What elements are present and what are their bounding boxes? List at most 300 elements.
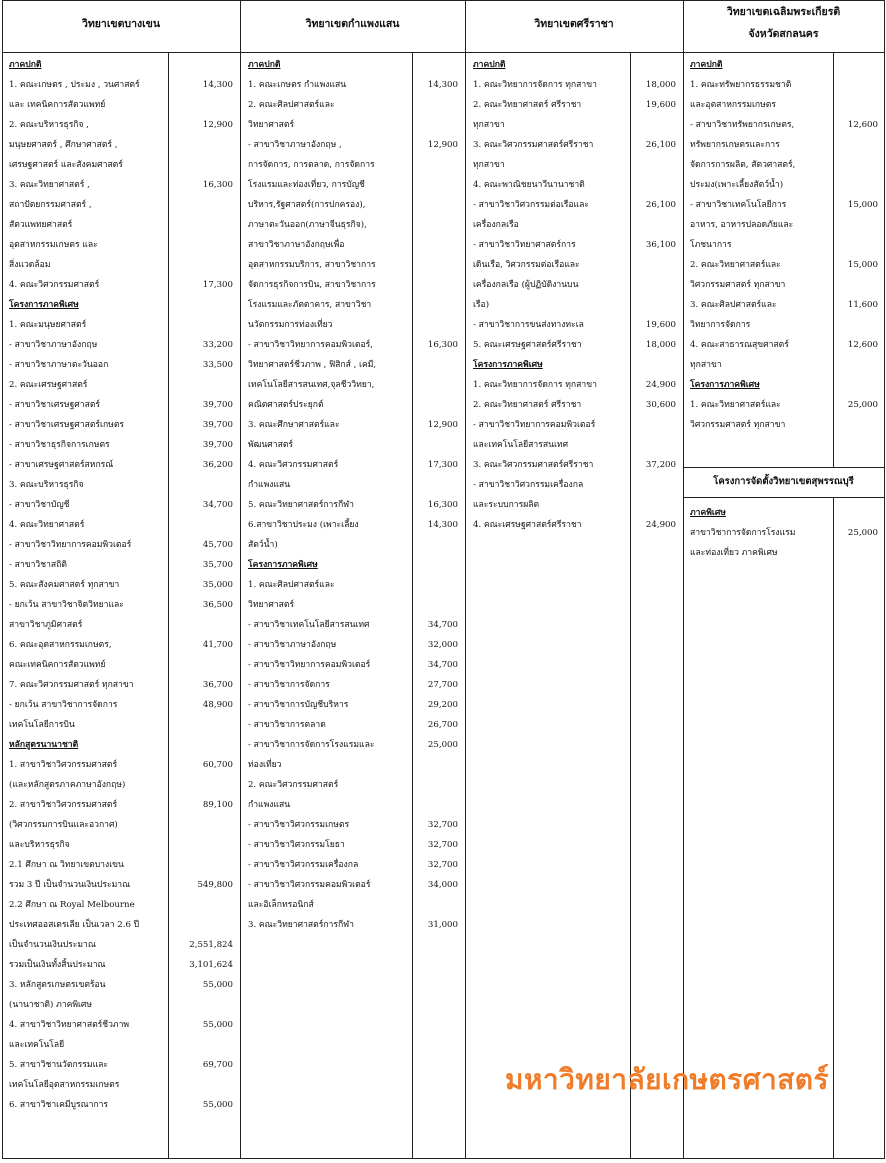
program-name: - สาขาวิชาเศรษฐศาสตร์	[9, 400, 101, 410]
fee-amount: 39,700	[202, 420, 233, 430]
program-name: วิทยาการจัดการ	[690, 320, 751, 330]
section-heading	[473, 55, 676, 75]
program-name: - สาขาเศรษฐศาสตร์สหกรณ์	[9, 460, 114, 470]
program-name: - สาขาวิชาการจัดการโรงแรมและ	[248, 740, 375, 750]
program-name: 5. คณะเศรษฐศาสตร์ศรีราชา	[473, 340, 582, 350]
fee-row	[9, 695, 233, 715]
program-name: - สาขาวิชาการขนส่งทางทะเล	[473, 320, 584, 330]
section-heading	[690, 375, 878, 395]
fee-row	[248, 655, 458, 675]
fee-row	[9, 515, 233, 535]
program-name: 7. คณะวิศวกรรมศาสตร์ ทุกสาขา	[9, 680, 134, 690]
fee-row	[690, 115, 878, 135]
column-sakonnakhon	[690, 55, 878, 435]
section-heading	[248, 55, 458, 75]
section-label: โครงการภาคพิเศษ	[690, 380, 760, 390]
fee-amount: 15,000	[847, 200, 878, 210]
section-label: ภาคพิเศษ	[690, 508, 726, 518]
program-name: (วิศวกรรมการบินและอวกาศ)	[9, 820, 118, 830]
fee-amount: 14,300	[427, 80, 458, 90]
fee-row	[248, 895, 458, 915]
fee-row	[248, 735, 458, 755]
fee-row	[473, 395, 676, 415]
program-name: - สาขาวิชาสถิติ	[9, 560, 67, 570]
section-label: โครงการภาคพิเศษ	[473, 360, 543, 370]
program-name: รวมเป็นเงินทั้งสิ้นประมาณ	[9, 960, 106, 970]
program-name: และอุตสาหกรรมเกษตร	[690, 100, 777, 110]
fee-amount: 16,300	[202, 180, 233, 190]
university-watermark: มหาวิทยาลัยเกษตรศาสตร์	[505, 1063, 830, 1096]
fee-row	[9, 795, 233, 815]
fee-row	[9, 935, 233, 955]
fee-amount: 34,700	[427, 620, 458, 630]
fee-row	[248, 595, 458, 615]
program-name: - สาขาวิชาวิทยาการคอมพิวเตอร์	[9, 540, 132, 550]
fee-amount: 14,300	[202, 80, 233, 90]
fee-row	[9, 535, 233, 555]
program-name: 3. คณะศึกษาศาสตร์และ	[248, 420, 340, 430]
program-name: ท่องเที่ยว	[248, 760, 282, 770]
fee-amount: 55,000	[202, 980, 233, 990]
fee-row	[248, 635, 458, 655]
program-name: รวม 3 ปี เป็นจำนวนเงินประมาณ	[9, 880, 131, 890]
program-name: 6.สาขาวิชาประมง (เพาะเลี้ยง	[248, 520, 359, 530]
header-divider	[2, 52, 885, 53]
program-name: กำแพงแสน	[248, 480, 291, 490]
section-label: ภาคปกติ	[248, 60, 281, 70]
fee-row	[248, 575, 458, 595]
fee-row	[690, 543, 878, 563]
fee-row	[473, 455, 676, 475]
program-name: 2. คณะวิศวกรรมศาสตร์	[248, 780, 339, 790]
fee-amount: 33,500	[202, 360, 233, 370]
fee-amount: 12,900	[427, 420, 458, 430]
program-name: สาขาวิชาการจัดการโรงแรม	[690, 528, 796, 538]
program-name: - สาขาวิชาการตลาด	[248, 720, 326, 730]
fee-row	[9, 955, 233, 975]
fee-row	[248, 215, 458, 235]
fee-amount: 26,700	[427, 720, 458, 730]
fee-row	[9, 575, 233, 595]
program-name: ทรัพยากรเกษตรและการ	[690, 140, 780, 150]
fee-row	[690, 315, 878, 335]
program-name: - สาขาวิชาการจัดการ	[248, 680, 330, 690]
fee-row	[9, 1055, 233, 1075]
fee-row	[9, 855, 233, 875]
program-name: 4. คณะวิทยาศาสตร์	[9, 520, 85, 530]
program-name: คณะเทคนิคการสัตวแพทย์	[9, 660, 106, 670]
fee-row	[9, 495, 233, 515]
fee-row	[473, 215, 676, 235]
fee-row	[690, 95, 878, 115]
fee-amount: 41,700	[202, 640, 233, 650]
program-name: นวัตกรรมการท่องเที่ยว	[248, 320, 333, 330]
program-name: 3. คณะบริหารธุรกิจ	[9, 480, 84, 490]
fee-row	[9, 395, 233, 415]
program-name: - สาขาวิชาวิทยาการคอมพิวเตอร์	[473, 420, 596, 430]
fee-amount: 35,700	[202, 560, 233, 570]
fee-row	[248, 115, 458, 135]
fee-amount: 32,700	[427, 860, 458, 870]
fee-amount: 19,600	[645, 320, 676, 330]
program-name: 3. คณะวิศวกรรมศาสตร์ศรีราชา	[473, 140, 594, 150]
fee-row	[248, 835, 458, 855]
program-name: วิทยาศาสตร์	[248, 120, 295, 130]
fee-row	[248, 235, 458, 255]
program-name: สัตวแพทยศาสตร์	[9, 220, 73, 230]
fee-row	[248, 715, 458, 735]
fee-row	[690, 335, 878, 355]
program-name: และท่องเที่ยว ภาคพิเศษ	[690, 548, 778, 558]
program-name: และเทคโนโลยีสารสนเทศ	[473, 440, 569, 450]
fee-amount: 12,600	[847, 120, 878, 130]
fee-row	[473, 155, 676, 175]
program-name: บริหาร,รัฐศาสตร์(การปกครอง),	[248, 200, 366, 210]
program-name: เป็นจำนวนเงินประมาณ	[9, 940, 96, 950]
program-name: โรงแรมและท่องเที่ยว, การบัญชี	[248, 180, 365, 190]
section-heading	[248, 555, 458, 575]
program-name: และบริหารธุรกิจ	[9, 840, 70, 850]
program-name: - สาขาวิชาธุรกิจการเกษตร	[9, 440, 110, 450]
program-name: วิทยาศาสตร์ชีวภาพ , ฟิสิกส์ , เคมี,	[248, 360, 377, 370]
program-name: กำแพงแสน	[248, 800, 291, 810]
fee-amount: 36,100	[645, 240, 676, 250]
fee-row	[248, 675, 458, 695]
fee-amount: 11,600	[847, 300, 878, 310]
fee-row	[248, 275, 458, 295]
program-name: - สาขาวิชาวิศวกรรมโยธา	[248, 840, 345, 850]
fee-row	[9, 195, 233, 215]
fee-row	[690, 195, 878, 215]
program-name: 5. คณะสังคมศาสตร์ ทุกสาขา	[9, 580, 120, 590]
program-name: 4. สาขาวิชาวิทยาศาสตร์ชีวภาพ	[9, 1020, 130, 1030]
fee-amount: 31,000	[427, 920, 458, 930]
column-divider	[683, 0, 684, 1158]
fee-amount: 18,000	[645, 340, 676, 350]
program-name: - สาขาวิชาวิทยาการคอมพิวเตอร์	[248, 660, 371, 670]
fee-amount: 549,800	[197, 880, 233, 890]
program-name: - สาขาวิชาวิศวกรรมเกษตร	[248, 820, 350, 830]
fee-amount: 36,500	[202, 600, 233, 610]
program-name: เครื่องกลเรือ (ผู้ปฏิบัติงานบน	[473, 280, 579, 290]
program-name: - สาขาวิชาวิศวกรรมเครื่องกล	[248, 860, 359, 870]
fee-row	[9, 655, 233, 675]
fee-row	[248, 795, 458, 815]
suphan-box-top	[683, 467, 885, 468]
fee-row	[9, 975, 233, 995]
fee-row	[473, 375, 676, 395]
section-label: โครงการภาคพิเศษ	[248, 560, 318, 570]
program-name: - สาขาวิชาเทคโนโลยีการ	[690, 200, 787, 210]
fee-row	[9, 135, 233, 155]
fee-row	[248, 95, 458, 115]
program-name: - สาขาวิชาวิทยาศาสตร์การ	[473, 240, 576, 250]
fee-row	[248, 875, 458, 895]
program-name: อุตสาหกรรมเกษตร และ	[9, 240, 98, 250]
header-sakonnakhon-line1: วิทยาเขตเฉลิมพระเกียรติ	[726, 6, 841, 18]
program-name: สิ่งแวดล้อม	[9, 260, 51, 270]
fee-amount: 39,700	[202, 440, 233, 450]
fee-row	[9, 255, 233, 275]
program-name: 2.1 ศึกษา ณ วิทยาเขตบางเขน	[9, 860, 124, 870]
program-name: วิทยาศาสตร์	[248, 600, 295, 610]
fee-amount: 2,551,824	[189, 940, 233, 950]
fee-row	[9, 355, 233, 375]
program-name: 1. คณะทรัพยากรธรรมชาติ	[690, 80, 792, 90]
fee-row	[9, 275, 233, 295]
fee-row	[248, 295, 458, 315]
fee-row	[9, 755, 233, 775]
fee-amount: 17,300	[202, 280, 233, 290]
program-name: 2. คณะศิลปศาสตร์และ	[248, 100, 335, 110]
program-name: 6. สาขาวิชาเคมีบูรณาการ	[9, 1100, 109, 1110]
program-name: 1. คณะเกษตร กำแพงแสน	[248, 80, 347, 90]
program-name: - สาขาวิชาเทคโนโลยีสารสนเทศ	[248, 620, 370, 630]
program-name: 1. สาขาวิชาวิศวกรรมศาสตร์	[9, 760, 118, 770]
fee-row	[473, 115, 676, 135]
fee-row	[248, 375, 458, 395]
fee-amount: 55,000	[202, 1020, 233, 1030]
program-name: เรือ)	[473, 300, 490, 310]
fee-amount: 39,700	[202, 400, 233, 410]
fee-row	[248, 135, 458, 155]
section-label: โครงการภาคพิเศษ	[9, 300, 79, 310]
program-name: 4. คณะสาธารณสุขศาสตร์	[690, 340, 789, 350]
program-name: - สาขาวิชาวิทยาการคอมพิวเตอร์,	[248, 340, 373, 350]
fee-row	[248, 435, 458, 455]
program-name: 1. คณะเกษตร , ประมง , วนศาสตร์	[9, 80, 140, 90]
program-name: สถาปัตยกรรมศาสตร์ ,	[9, 200, 92, 210]
fee-row	[690, 155, 878, 175]
program-name: 3. คณะศิลปศาสตร์และ	[690, 300, 777, 310]
fee-row	[9, 435, 233, 455]
program-name: - ยกเว้น สาขาวิชาการจัดการ	[9, 700, 118, 710]
fee-row	[248, 475, 458, 495]
fee-amount: 16,300	[427, 340, 458, 350]
program-name: ภาษาตะวันออก(ภาษาจีนธุรกิจ),	[248, 220, 367, 230]
program-name: 4. คณะวิศวกรรมศาสตร์	[248, 460, 339, 470]
program-name: และ เทคนิคการสัตวแพทย์	[9, 100, 106, 110]
program-name: 4. คณะวิศวกรรมศาสตร์	[9, 280, 100, 290]
program-name: 1. คณะวิทยาการจัดการ ทุกสาขา	[473, 380, 597, 390]
program-name: และอิเล็กทรอนิกส์	[248, 900, 314, 910]
section-heading	[473, 355, 676, 375]
program-name: 1. คณะศิลปศาสตร์และ	[248, 580, 335, 590]
program-name: 2. คณะวิทยาศาสตร์ ศรีราชา	[473, 400, 582, 410]
section-label: หลักสูตรนานาชาติ	[9, 740, 79, 750]
program-name: วิศวกรรมศาสตร์ ทุกสาขา	[690, 420, 786, 430]
program-name: - สาขาวิชาวิศวกรรมต่อเรือและ	[473, 200, 589, 210]
fee-amount: 27,700	[427, 680, 458, 690]
program-name: วิศวกรรมศาสตร์ ทุกสาขา	[690, 280, 786, 290]
column-divider	[240, 0, 241, 1158]
fee-amount: 36,700	[202, 680, 233, 690]
fee-row	[248, 915, 458, 935]
fee-row	[473, 235, 676, 255]
section-heading	[9, 55, 233, 75]
fee-row	[9, 915, 233, 935]
fee-amount: 26,100	[645, 200, 676, 210]
program-name: เครื่องกลเรือ	[473, 220, 519, 230]
fee-amount: 34,700	[202, 500, 233, 510]
program-name: การจัดการ, การตลาด, การจัดการ	[248, 160, 375, 170]
fee-row	[9, 475, 233, 495]
fee-amount: 33,200	[202, 340, 233, 350]
fee-row	[248, 515, 458, 535]
table-border-right	[884, 0, 885, 1158]
fee-row	[248, 395, 458, 415]
section-label: ภาคปกติ	[690, 60, 723, 70]
column-divider	[465, 0, 466, 1158]
program-name: พัฒนศาสตร์	[248, 440, 294, 450]
fee-row	[9, 455, 233, 475]
fee-row	[9, 815, 233, 835]
fee-amount: 24,900	[645, 520, 676, 530]
column-kamphaengsaen	[248, 55, 458, 935]
fee-amount: 30,600	[645, 400, 676, 410]
program-name: (และหลักสูตรภาคภาษาอังกฤษ)	[9, 780, 126, 790]
fee-row	[248, 255, 458, 275]
fee-row	[248, 315, 458, 335]
program-name: 5. คณะวิทยาศาสตร์การกีฬา	[248, 500, 354, 510]
program-name: จัดการการผลิต, สัตวศาสตร์,	[690, 160, 796, 170]
fee-amount: 25,000	[847, 400, 878, 410]
fee-row	[248, 335, 458, 355]
fee-row	[473, 495, 676, 515]
fee-row	[9, 415, 233, 435]
fee-row	[473, 415, 676, 435]
fee-row	[248, 775, 458, 795]
fee-amount: 34,000	[427, 880, 458, 890]
section-heading	[690, 55, 878, 75]
suphan-box-bottom	[683, 497, 885, 498]
fee-row	[690, 175, 878, 195]
fee-row	[690, 275, 878, 295]
fee-row	[9, 995, 233, 1015]
fee-amount: 29,200	[427, 700, 458, 710]
amount-divider	[833, 497, 834, 1158]
fee-row	[9, 595, 233, 615]
program-name: 2.2 ศึกษา ณ Royal Melbourne	[9, 900, 135, 910]
fee-row	[473, 275, 676, 295]
program-name: 1. คณะวิทยาการจัดการ ทุกสาขา	[473, 80, 597, 90]
program-name: ทุกสาขา	[473, 120, 505, 130]
program-name: เศรษฐศาสตร์ และสังคมศาสตร์	[9, 160, 123, 170]
program-name: 2. คณะเศรษฐศาสตร์	[9, 380, 88, 390]
program-name: - สาขาวิชาการบัญชีบริหาร	[248, 700, 349, 710]
fee-row	[690, 523, 878, 543]
column-bangkhen	[9, 55, 233, 1115]
program-name: 1. คณะมนุษยศาสตร์	[9, 320, 87, 330]
fee-row	[248, 615, 458, 635]
fee-row	[9, 615, 233, 635]
program-name: 2. คณะวิทยาศาสตร์และ	[690, 260, 781, 270]
fee-amount: 26,100	[645, 140, 676, 150]
fee-row	[690, 255, 878, 275]
fee-row	[473, 475, 676, 495]
column-sriracha	[473, 55, 676, 535]
fee-row	[9, 215, 233, 235]
fee-amount: 45,700	[202, 540, 233, 550]
program-name: เทคโนโลยีการบิน	[9, 720, 75, 730]
fee-amount: 25,000	[427, 740, 458, 750]
program-name: 6. คณะอุตสาหกรรมเกษตร,	[9, 640, 112, 650]
fee-row	[9, 155, 233, 175]
fee-row	[9, 895, 233, 915]
program-name: มนุษยศาสตร์ , ศึกษาศาสตร์ ,	[9, 140, 118, 150]
fee-row	[690, 215, 878, 235]
fee-row	[473, 335, 676, 355]
program-name: 2. คณะวิทยาศาสตร์ ศรีราชา	[473, 100, 582, 110]
program-name: 2. คณะบริหารธุรกิจ ,	[9, 120, 90, 130]
program-name: และเทคโนโลยี	[9, 1040, 65, 1050]
fee-row	[248, 695, 458, 715]
program-name: 3. คณะวิศวกรรมศาสตร์ศรีราชา	[473, 460, 594, 470]
program-name: โรงแรมและภัตตาคาร, สาขาวิชา	[248, 300, 372, 310]
header-kamphaengsaen: วิทยาเขตกำแพงแสน	[305, 18, 400, 30]
section-label: ภาคปกติ	[9, 60, 42, 70]
fee-row	[690, 415, 878, 435]
program-name: ทุกสาขา	[473, 160, 505, 170]
fee-row	[248, 355, 458, 375]
fee-row	[9, 555, 233, 575]
fee-row	[690, 235, 878, 255]
fee-row	[9, 235, 233, 255]
header-bangkhen: วิทยาเขตบางเขน	[81, 18, 161, 30]
program-name: 1. คณะวิทยาศาสตร์และ	[690, 400, 781, 410]
program-name: 3. คณะวิทยาศาสตร์ ,	[9, 180, 90, 190]
program-name: โภชนาการ	[690, 240, 732, 250]
fee-amount: 36,200	[202, 460, 233, 470]
fee-amount: 69,700	[202, 1060, 233, 1070]
fee-amount: 12,900	[202, 120, 233, 130]
fee-row	[9, 835, 233, 855]
fee-row	[473, 195, 676, 215]
fee-row	[248, 535, 458, 555]
section-heading	[9, 735, 233, 755]
fee-amount: 3,101,624	[189, 960, 233, 970]
fee-row	[248, 455, 458, 475]
program-name: - สาขาวิชาวิศวกรรมคอมพิวเตอร์	[248, 880, 371, 890]
program-name: คณิตศาสตร์ประยุกต์	[248, 400, 324, 410]
fee-row	[9, 375, 233, 395]
program-name: ประเทศออสเตรเลีย เป็นเวลา 2.6 ปี	[9, 920, 140, 930]
fee-amount: 35,000	[202, 580, 233, 590]
fee-row	[9, 715, 233, 735]
program-name: - สาขาวิชาภาษาอังกฤษ	[9, 340, 98, 350]
table-border-left	[2, 0, 3, 1158]
program-name: - สาขาวิชาภาษาตะวันออก	[9, 360, 109, 370]
fee-row	[9, 115, 233, 135]
fee-row	[248, 415, 458, 435]
fee-amount: 12,600	[847, 340, 878, 350]
program-name: 3. หลักสูตรเกษตรเขตร้อน	[9, 980, 106, 990]
fee-row	[473, 295, 676, 315]
fee-amount: 19,600	[645, 100, 676, 110]
program-name: จัดการธุรกิจการบิน, สาขาวิชาการ	[248, 280, 376, 290]
fee-row	[9, 75, 233, 95]
program-name: และระบบการผลิต	[473, 500, 540, 510]
program-name: 4. คณะพาณิชยนาวีนานาชาติ	[473, 180, 585, 190]
fee-row	[690, 395, 878, 415]
fee-row	[9, 315, 233, 335]
fee-row	[473, 435, 676, 455]
fee-amount: 18,000	[645, 80, 676, 90]
fee-row	[248, 495, 458, 515]
program-name: สาขาวิชาภาษาอังกฤษเพื่อ	[248, 240, 345, 250]
fee-amount: 89,100	[202, 800, 233, 810]
program-name: 3. คณะวิทยาศาสตร์การกีฬา	[248, 920, 354, 930]
